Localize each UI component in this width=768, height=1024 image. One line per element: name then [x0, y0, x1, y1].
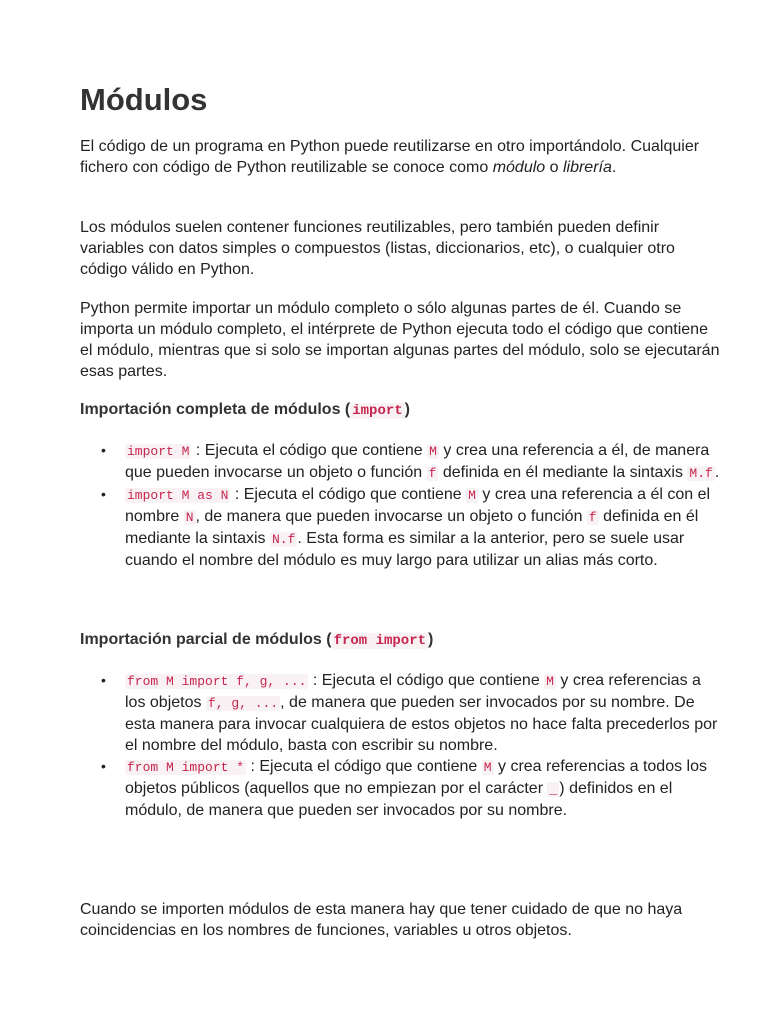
intro-text-c: .	[611, 159, 617, 176]
closing-paragraph: Cuando se importen módulos de esta manera hay que tener cuidado de que no haya coincidencias en los nombres de funciones, variables u otros objetos.	[80, 901, 683, 939]
inline-code: N.f	[271, 532, 296, 547]
list-item-text: : Ejecuta el código que contiene	[230, 486, 467, 503]
intro-em-modulo: módulo	[492, 159, 546, 176]
inline-code: M	[546, 674, 554, 689]
list-item-text: , de manera que pueden ser invocados por su nombre. De esta manera para invocar cualquiera de estos objetos no hace falta precederlos por el nombre del módulo, basta con escribir su nombre.	[125, 694, 718, 754]
inline-code: from M import f, g, ...	[127, 674, 307, 689]
inline-code: import M	[127, 444, 190, 459]
modules-content-paragraph: Los módulos suelen contener funciones reutilizables, pero también pueden definir variables con datos simples o compuestos (listas, diccionarios, etc), o cualquier otro código válido en Python.	[80, 219, 675, 278]
list-item-text: : Ejecuta el código que contiene	[308, 672, 545, 689]
list-item	[80, 756, 720, 821]
list-item-text: : Ejecuta el código que contiene	[191, 442, 428, 459]
partial-import-heading-code: from import	[333, 633, 427, 649]
list-item-text: , de manera que pueden invocarse un objeto o función	[195, 508, 587, 525]
import-overview-paragraph: Python permite importar un módulo completo o sólo algunas partes de él. Cuando se importa un módulo completo, el intérprete de Python ejecuta todo el código que contiene el módulo, mientras que si solo se importan algunas partes del módulo, solo se ejecutarán esas partes.	[80, 300, 720, 380]
bullet-icon: •	[101, 672, 106, 688]
inline-code: f	[428, 466, 437, 481]
intro-paragraph	[80, 136, 720, 178]
inline-code: N	[185, 510, 194, 525]
list-item	[80, 440, 720, 484]
full-import-heading-text: Importación completa de módulos (	[80, 401, 351, 418]
inline-code: M	[483, 760, 492, 775]
intro-em-libreria: librería	[562, 159, 612, 176]
partial-import-heading	[80, 629, 720, 652]
bullet-icon: •	[101, 758, 106, 774]
list-item-text: y crea referencias a todos los objetos públicos (aquellos que no empiezan por el carácter	[125, 758, 707, 797]
intro-text-a: El código de un programa en Python puede reutilizarse en otro importándolo. Cualquier fichero con código de Python reutilizable se conoce como	[80, 138, 700, 176]
full-import-heading	[80, 399, 720, 422]
list-item-text: y crea referencias a los objetos	[125, 672, 701, 711]
partial-import-list	[80, 670, 720, 821]
list-item-text: definida en él mediante la sintaxis	[125, 508, 699, 547]
partial-import-heading-text: Importación parcial de módulos (	[80, 631, 332, 648]
inline-code: import M as N	[127, 488, 229, 503]
inline-code: f, g, ...	[207, 696, 279, 711]
page-title: Módulos	[80, 82, 208, 117]
inline-code: from M import *	[127, 760, 245, 775]
bullet-icon: •	[101, 442, 106, 458]
full-import-list	[80, 440, 720, 571]
list-item-text: definida en él mediante la sintaxis	[438, 464, 688, 481]
inline-code: _	[549, 782, 558, 797]
intro-text-b: o	[545, 159, 563, 176]
full-import-heading-close: )	[404, 401, 410, 418]
inline-code: M	[429, 444, 437, 459]
list-item-text: . Esta forma es similar a la anterior, pero se suele usar cuando el nombre del módulo es muy largo para utilizar un alias más corto.	[125, 530, 685, 569]
list-item-text: .	[714, 464, 720, 481]
inline-code: M	[468, 488, 476, 503]
list-item-text: : Ejecuta el código que contiene	[246, 758, 482, 775]
inline-code: M.f	[689, 466, 713, 481]
list-item	[80, 484, 720, 571]
inline-code: f	[588, 510, 597, 525]
bullet-icon: •	[101, 486, 106, 502]
list-item-text: y crea una referencia a él, de manera que pueden invocarse un objeto o función	[125, 442, 710, 481]
partial-import-heading-close: )	[428, 631, 434, 648]
full-import-heading-code: import	[352, 403, 403, 419]
list-item-text: y crea una referencia a él con el nombre	[125, 486, 711, 525]
list-item-text: ) definidos en el módulo, de manera que pueden ser invocados por su nombre.	[125, 780, 673, 819]
list-item	[80, 670, 720, 756]
